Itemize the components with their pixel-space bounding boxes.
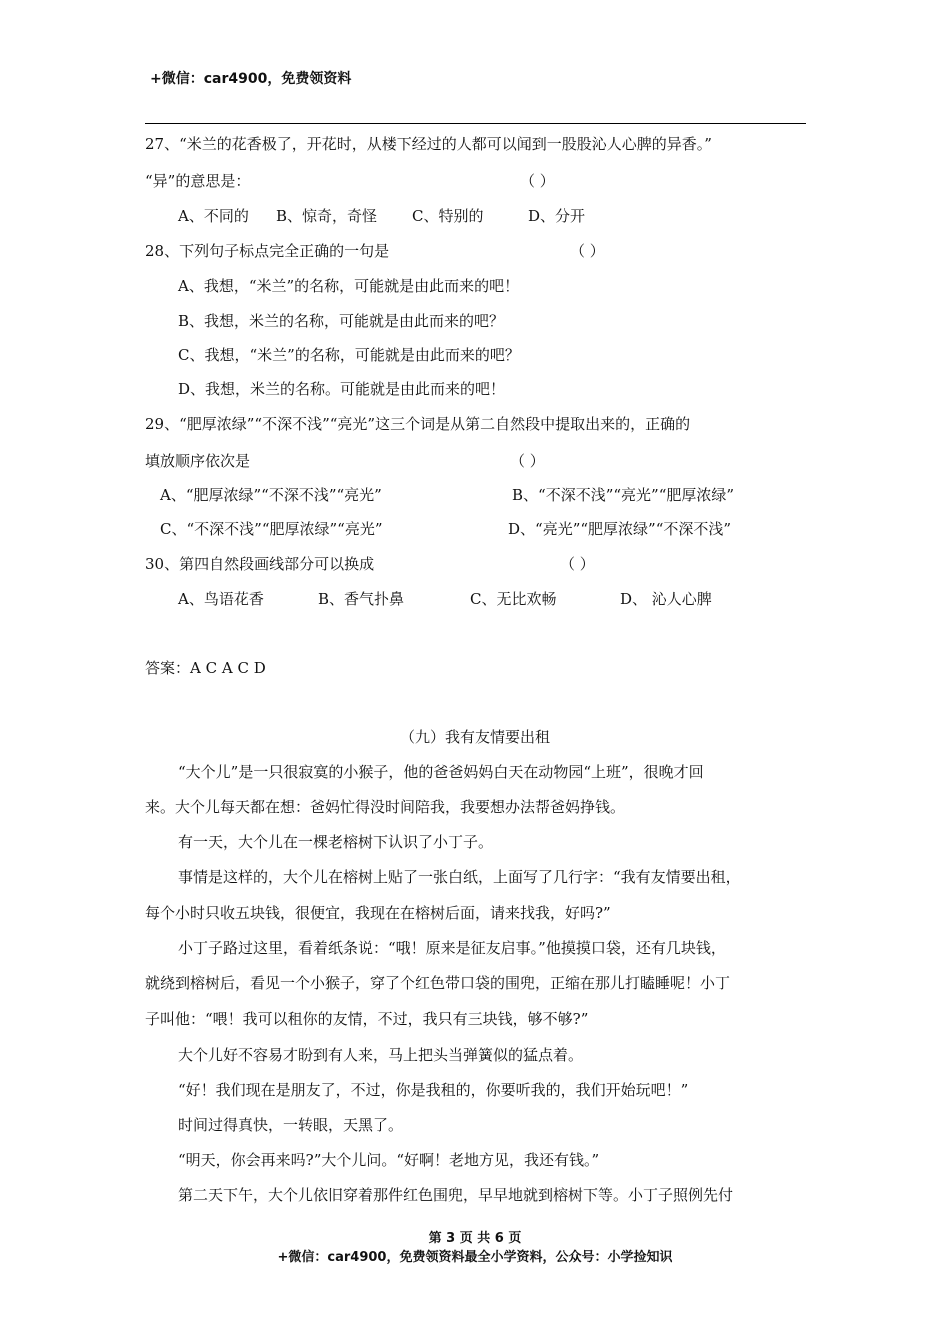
story-line: 子叫他：“喂！我可以租你的友情，不过，我只有三块钱，够不够?” xyxy=(145,1010,589,1028)
story-line: “好！我们现在是朋友了，不过，你是我租的，你要听我的，我们开始玩吧！” xyxy=(178,1081,689,1099)
q30-stem: 30、第四自然段画线部分可以换成 xyxy=(145,555,375,573)
q27-option-b: B、惊奇，奇怪 xyxy=(276,207,378,225)
q30-option-a: A、鸟语花香 xyxy=(178,590,264,608)
q30-option-d: D、 沁人心脾 xyxy=(620,590,712,608)
q30-answer-paren: （ ） xyxy=(560,555,595,573)
footer-contact: +微信：car4900，免费领资料最全小学资料，公众号：小学捡知识 xyxy=(277,1250,673,1265)
q29-option-d: D、“亮光”“肥厚浓绿”“不深不浅” xyxy=(508,520,732,538)
q27-option-a: A、不同的 xyxy=(178,207,249,225)
q28-answer-paren: （ ） xyxy=(570,242,605,260)
q30-option-b: B、香气扑鼻 xyxy=(318,590,405,608)
q27-stem-2: “异”的意思是： xyxy=(145,172,251,190)
q30-option-c: C、无比欢畅 xyxy=(470,590,557,608)
q27-option-d: D、分开 xyxy=(528,207,586,225)
answer-key: 答案：A C A C D xyxy=(145,659,266,677)
q29-stem-2: 填放顺序依次是 xyxy=(145,452,251,470)
story-line: “明天，你会再来吗?”大个儿问。“好啊！老地方见，我还有钱。” xyxy=(178,1151,600,1169)
q29-answer-paren: （ ） xyxy=(510,452,545,470)
q27-answer-paren: （ ） xyxy=(520,172,555,190)
q27-stem: 27、“米兰的花香极了，开花时，从楼下经过的人都可以闻到一股股沁人心脾的异香。” xyxy=(145,135,712,153)
q28-stem: 28、下列句子标点完全正确的一句是 xyxy=(145,242,390,260)
q29-option-c: C、“不深不浅”“肥厚浓绿”“亮光” xyxy=(160,520,383,538)
page-number: 第 3 页 共 6 页 xyxy=(428,1231,522,1246)
story-line: 来。大个儿每天都在想：爸妈忙得没时间陪我，我要想办法帮爸妈挣钱。 xyxy=(145,798,626,816)
story-line: 大个儿好不容易才盼到有人来，马上把头当弹簧似的猛点着。 xyxy=(178,1046,584,1064)
story-line: 每个小时只收五块钱，很便宜，我现在在榕树后面，请来找我，好吗?” xyxy=(145,904,611,922)
q27-option-c: C、特别的 xyxy=(412,207,484,225)
story-line: “大个儿”是一只很寂寞的小猴子，他的爸爸妈妈白天在动物园“上班”，很晚才回 xyxy=(178,763,704,781)
story-line: 事情是这样的，大个儿在榕树上贴了一张白纸，上面写了几行字：“我有友情要出租， xyxy=(178,868,741,886)
story-line: 时间过得真快，一转眼，天黑了。 xyxy=(178,1116,404,1134)
q28-option-b: B、我想，米兰的名称，可能就是由此而来的吧？ xyxy=(178,312,505,330)
header-contact: +微信：car4900，免费领资料 xyxy=(150,71,352,87)
header-divider xyxy=(145,123,806,124)
q28-option-d: D、我想，米兰的名称。可能就是由此而来的吧！ xyxy=(178,380,506,398)
story-line: 就绕到榕树后，看见一个小猴子，穿了个红色带口袋的围兜，正缩在那儿打瞌睡呢！小丁 xyxy=(145,974,731,992)
q29-option-b: B、“不深不浅”“亮光”“肥厚浓绿” xyxy=(512,486,735,504)
story-line: 第二天下午，大个儿依旧穿着那件红色围兜，早早地就到榕树下等。小丁子照例先付 xyxy=(178,1186,734,1204)
story-line: 有一天，大个儿在一棵老榕树下认识了小丁子。 xyxy=(178,833,494,851)
q28-option-a: A、我想，“米兰”的名称，可能就是由此而来的吧！ xyxy=(178,277,520,295)
q29-stem: 29、“肥厚浓绿”“不深不浅”“亮光”这三个词是从第二自然段中提取出来的，正确的 xyxy=(145,415,691,433)
q29-option-a: A、“肥厚浓绿”“不深不浅”“亮光” xyxy=(160,486,382,504)
q28-option-c: C、我想，“米兰”的名称，可能就是由此而来的吧？ xyxy=(178,346,520,364)
story-title: （九）我有友情要出租 xyxy=(399,728,550,746)
story-line: 小丁子路过这里，看着纸条说：“哦！原来是征友启事。”他摸摸口袋，还有几块钱， xyxy=(178,939,726,957)
